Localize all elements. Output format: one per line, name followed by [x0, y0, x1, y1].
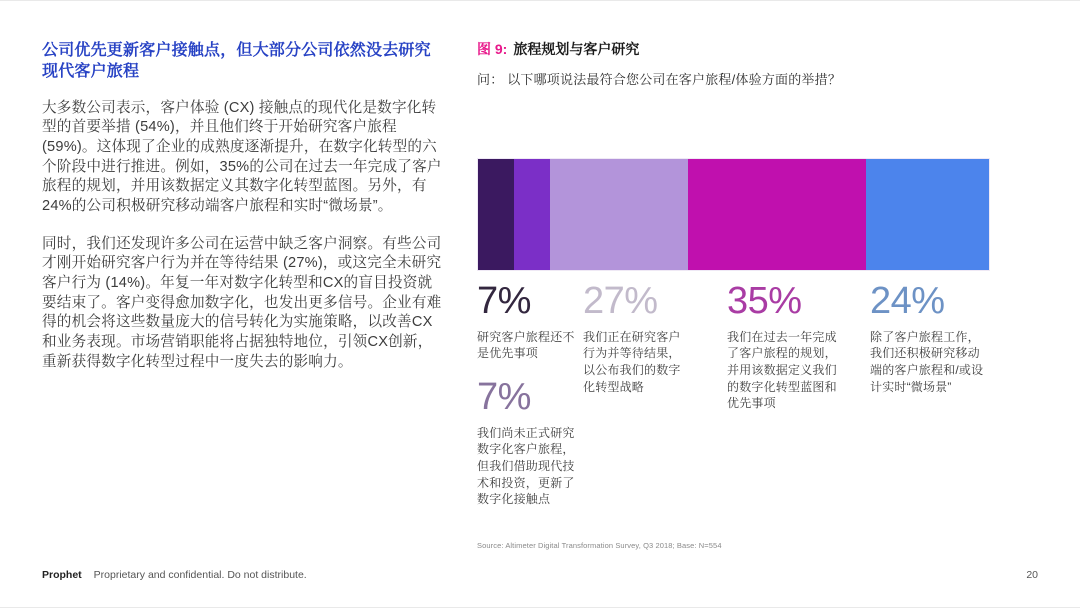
segment-label: 研究客户旅程还不是优先事项	[477, 329, 575, 361]
segment-label: 我们正在研究客户行为并等待结果，以公布我们的数字化转型战略	[583, 329, 681, 394]
page-number: 20	[1026, 569, 1038, 581]
bar-segment-7pct-dark	[478, 159, 514, 270]
percent-value: 27%	[583, 280, 658, 322]
legend-block	[477, 282, 579, 362]
legend-column-3	[727, 282, 843, 412]
legend-column-4	[870, 282, 990, 395]
footer-brand: Prophet	[42, 569, 82, 581]
percent-value: 7%	[477, 280, 531, 322]
body-paragraph-1: 大多数公司表示，客户体验 (CX) 接触点的现代化是数字化转型的首要举措 (54%)，并且他们终于开始研究客户旅程 (59%)。这体现了企业的成熟度逐渐提升，在数字化转型的六个阶段中进行推进。例如，35%的公司在过去一年完成了客户旅程的规划，并用该数据定义其数字化转型蓝图。另外，有24%的公司积极研究移动端客户旅程和实时“微场景”。	[42, 99, 442, 215]
figure-number-label: 图 9:	[477, 41, 508, 57]
figure-question: 问： 以下哪项说法最符合您公司在客户旅程/体验方面的举措？	[477, 72, 842, 87]
legend-column-1	[477, 282, 579, 508]
body-paragraph-2: 同时，我们还发现许多公司在运营中缺乏客户洞察。有些公司才刚开始研究客户行为并在等待结果 (27%)，或这完全未研究客户行为 (14%)。年复一年对数字化转型和CX的盲目投资就要结束了。客户变得愈加数字化，也发出更多信号。企业有难得的机会将这些数量庞大的信号转化为实施策略，以改善CX和业务表现。市场营销职能将占据独特地位，引领CX创新，重新获得数字化转型过程中一度失去的影响力。	[42, 235, 442, 370]
section-heading: 公司优先更新客户接触点，但大部分公司依然没去研究现代客户旅程	[42, 42, 431, 80]
bar-segment-27pct	[550, 159, 688, 270]
page-footer	[42, 569, 1038, 581]
footer-confidential-note: Proprietary and confidential. Do not distribute.	[93, 569, 307, 581]
figure-title: 旅程规划与客户研究	[513, 41, 640, 57]
percent-value: 24%	[870, 280, 945, 322]
figure-column	[477, 39, 990, 507]
segment-label: 除了客户旅程工作，我们还积极研究移动端的客户旅程和/或设计实时“微场景”	[870, 329, 984, 394]
bar-segment-24pct	[866, 159, 989, 270]
percent-value: 7%	[477, 375, 531, 418]
bar-segment-35pct	[688, 159, 867, 270]
legend-block	[477, 375, 579, 508]
bar-legend-columns	[477, 282, 990, 542]
source-note: Source: Altimeter Digital Transformation Survey, Q3 2018; Base: N=554	[477, 541, 722, 550]
segment-label: 我们尚未正式研究数字化客户旅程，但我们借助现代技术和投资，更新了数字化接触点	[477, 425, 575, 507]
stacked-bar-chart	[477, 158, 990, 271]
legend-column-2	[583, 282, 689, 395]
bar-segment-7pct-violet	[514, 159, 550, 270]
percent-value: 35%	[727, 280, 802, 322]
segment-label: 我们在过去一年完成了客户旅程的规划，并用该数据定义我们的数字化转型蓝图和优先事项	[727, 329, 837, 411]
left-text-column	[42, 41, 446, 391]
figure-header	[477, 39, 990, 59]
